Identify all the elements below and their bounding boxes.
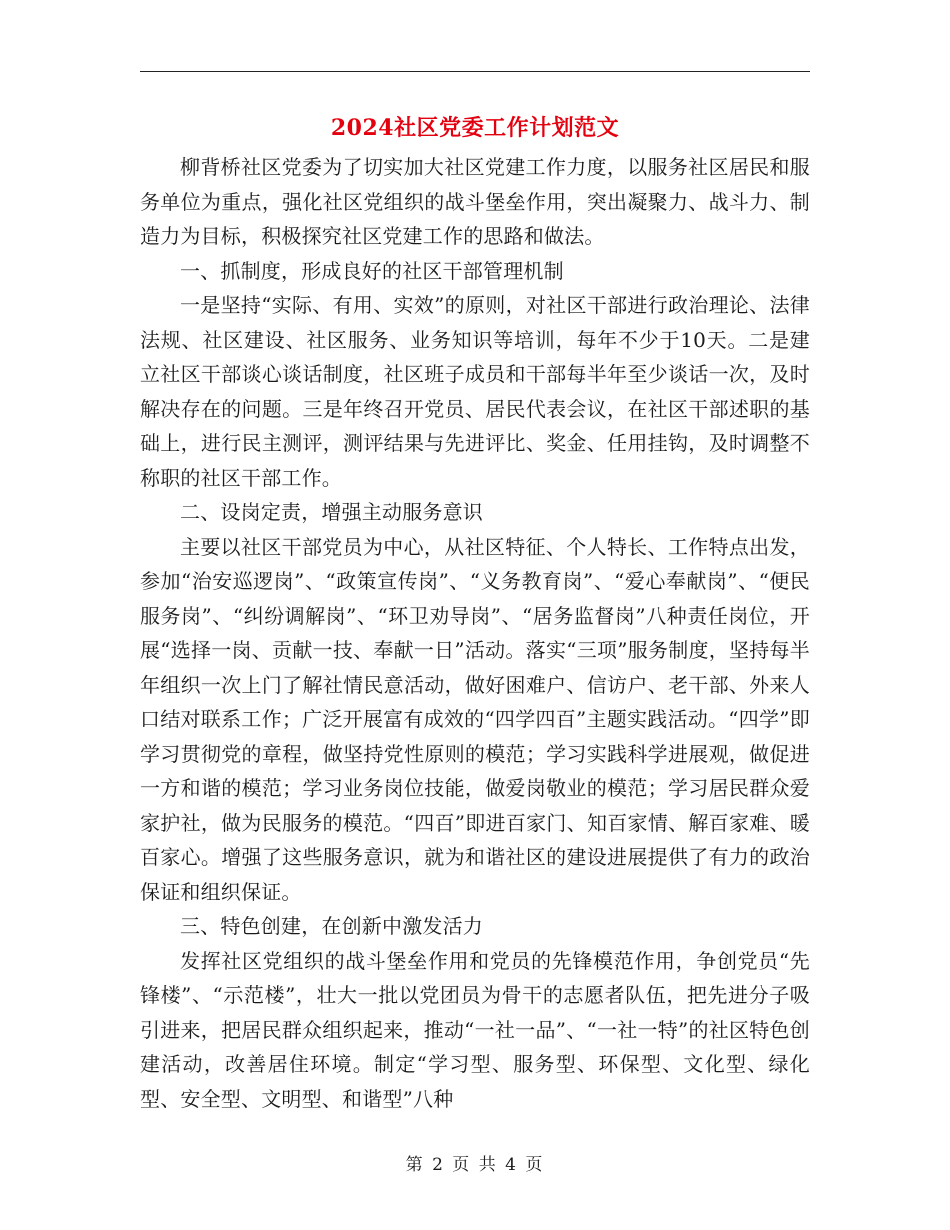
paragraph-section-3: 发挥社区党组织的战斗堡垒作用和党员的先锋模范作用，争创党员“先锋楼”、“示范楼”，壮大一批以党团员为骨干的志愿者队伍，把先进分子吸引进来，把居民群众组织起来，推动“一社一品”、“一社一特”的社区特色创建活动，改善居住环境。制定“学习型、服务型、环保型、文化型、绿化型、安全型、文明型、和谐型”八种 [140,948,810,1111]
section-heading-2: 二、设岗定责，增强主动服务意识 [180,500,483,524]
paragraph-intro: 柳背桥社区党委为了切实加大社区党建工作力度，以服务社区居民和服务单位为重点，强化社区党组织的战斗堡垒作用，突出凝聚力、战斗力、制造力为目标，积极探究社区党建工作的思路和做法。 [140,155,810,248]
page-number: 第 2 页 共 4 页 [405,1155,545,1175]
paragraph-section-2: 主要以社区干部党员为中心，从社区特征、个人特长、工作特点出发，参加“治安巡逻岗”、“政策宣传岗”、“义务教育岗”、“爱心奉献岗”、“便民服务岗”、“纠纷调解岗”、“环卫劝导岗”、“居务监督岗”八种责任岗位，开展“选择一岗、贡献一技、奉献一日”活动。落实“三项”服务制度，坚持每半年组织一次上门了解社情民意活动，做好困难户、信访户、老干部、外来人口结对联系工作；广泛开展富有成效的“四学四百”主题实践活动。“四学”即学习贯彻党的章程，做坚持党性原则的模范；学习实践科学进展观，做促进一方和谐的模范；学习业务岗位技能，做爱岗敬业的模范；学习居民群众爱家护社，做为民服务的模范。“四百”即进百家门、知百家情、解百家难、暖百家心。增强了这些服务意识，就为和谐社区的建设进展提供了有力的政治保证和组织保证。 [140,534,810,904]
section-heading-1: 一、抓制度，形成良好的社区干部管理机制 [180,258,564,283]
header-rule [140,71,810,72]
document-body [140,150,810,1116]
paragraph-section-1: 一是坚持“实际、有用、实效”的原则，对社区干部进行政治理论、法律法规、社区建设、社区服务、业务知识等培训，每年不少于10天。二是建立社区干部谈心谈话制度，社区班子成员和干部每半年至少谈话一次，及时解决存在的问题。三是年终召开党员、居民代表会议，在社区干部述职的基础上，进行民主测评，测评结果与先进评比、奖金、任用挂钩，及时调整不称职的社区干部工作。 [140,293,810,490]
section-heading-3: 三、特色创建，在创新中激发活力 [180,914,483,938]
document-title: 2024社区党委工作计划范文 [330,115,620,141]
